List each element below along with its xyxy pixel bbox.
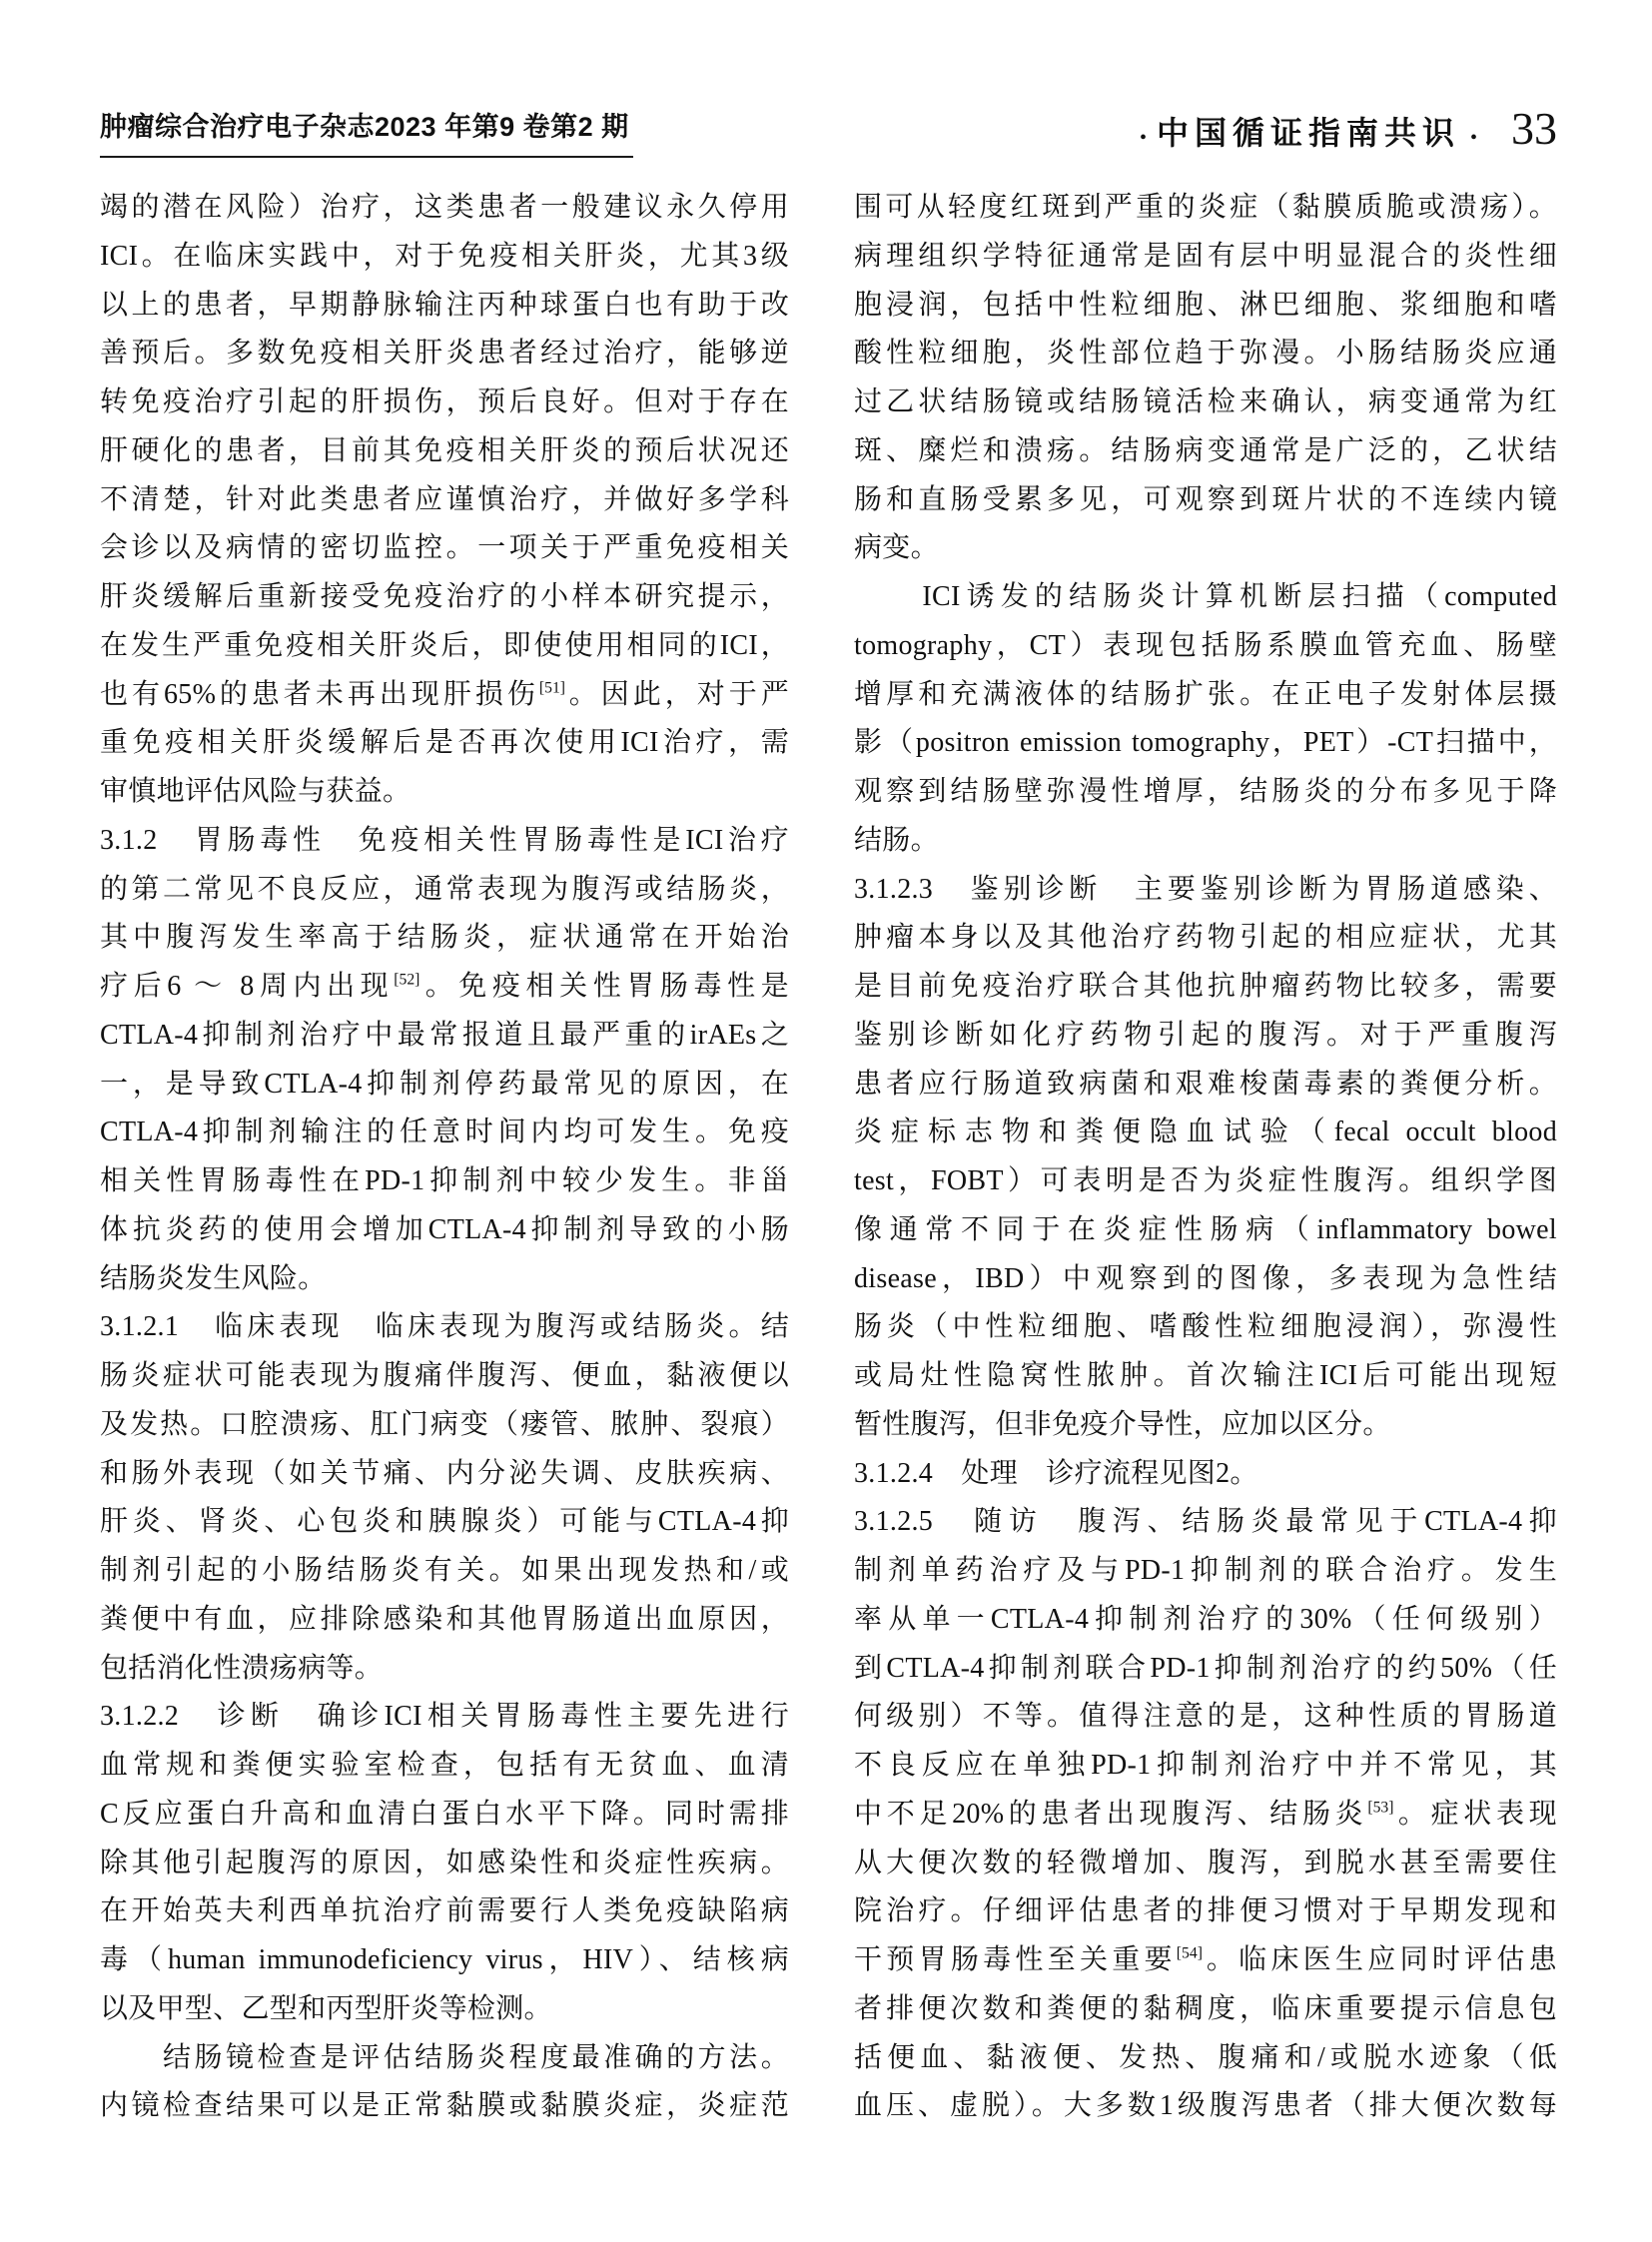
text-line: 相关性胃肠毒性在PD-1抑制剂中较少发生。非甾 <box>100 1165 789 1196</box>
text-line: 患者应行肠道致病菌和艰难梭菌毒素的粪便分析。 <box>854 1068 1557 1100</box>
text-line: CTLA-4抑制剂输注的任意时间内均可发生。免疫 <box>100 1117 789 1148</box>
text-line: 增厚和充满液体的结肠扩张。在正电子发射体层摄 <box>854 678 1557 710</box>
text-line: 3.1.2.4 处理 诊疗流程见图2。 <box>854 1457 1258 1489</box>
text-line: 影（positron emission tomography，PET）-CT扫描中， <box>854 727 1557 759</box>
text-line: 围可从轻度红斑到严重的炎症（黏膜质脆或溃疡）。 <box>854 192 1557 223</box>
text-line: tomography，CT）表现包括肠系膜血管充血、肠壁 <box>854 629 1557 661</box>
column-left <box>100 184 789 2131</box>
text-line: 3.1.2.1 临床表现 临床表现为腹泻或结肠炎。结 <box>100 1311 789 1343</box>
text-line: 胞浸润，包括中性粒细胞、淋巴细胞、浆细胞和嗜 <box>854 289 1557 321</box>
page-header <box>100 103 1557 158</box>
column-right <box>854 184 1557 2131</box>
text-line: 3.1.2 胃肠毒性 免疫相关性胃肠毒性是ICI治疗 <box>100 824 789 856</box>
text-line: 以上的患者，早期静脉输注丙种球蛋白也有助于改 <box>100 289 789 321</box>
reference-superscript: [51] <box>538 679 566 697</box>
text-line: 3.1.2.5 随访 腹泻、结肠炎最常见于CTLA-4抑 <box>854 1506 1557 1538</box>
text-line: 率从单一CTLA-4抑制剂治疗的30%（任何级别） <box>854 1603 1557 1635</box>
text-line: C反应蛋白升高和血清白蛋白水平下降。同时需排 <box>100 1798 789 1830</box>
text-line: 制剂引起的小肠结肠炎有关。如果出现发热和/或 <box>100 1555 789 1586</box>
text-line: 肠炎症状可能表现为腹痛伴腹泻、便血，黏液便以 <box>100 1360 789 1391</box>
text-line: 会诊以及病情的密切监控。一项关于严重免疫相关 <box>100 532 789 564</box>
text-line: 体抗炎药的使用会增加CTLA-4抑制剂导致的小肠 <box>100 1213 789 1245</box>
text-line: 观察到结肠壁弥漫性增厚，结肠炎的分布多见于降 <box>854 776 1557 807</box>
reference-superscript: [54] <box>1176 1944 1203 1962</box>
page-number: 33 <box>1511 103 1557 154</box>
text-line: 斑、糜烂和溃疡。结肠病变通常是广泛的，乙状结 <box>854 434 1557 466</box>
text-line: 炎症标志物和粪便隐血试验（fecal occult blood <box>854 1117 1557 1148</box>
text-line: 不清楚，针对此类患者应谨慎治疗，并做好多学科 <box>100 483 789 515</box>
text-line: 者排便次数和粪便的黏稠度，临床重要提示信息包 <box>854 1992 1557 2024</box>
text-line: 到CTLA-4抑制剂联合PD-1抑制剂治疗的约50%（任 <box>854 1652 1557 1684</box>
text-line: 3.1.2.3 鉴别诊断 主要鉴别诊断为胃肠道感染、 <box>854 873 1557 905</box>
text-line: 3.1.2.2 诊断 确诊ICI相关胃肠毒性主要先进行 <box>100 1701 789 1733</box>
text-line: test，FOBT）可表明是否为炎症性腹泻。组织学图 <box>854 1165 1557 1196</box>
text-line: 何级别）不等。值得注意的是，这种性质的胃肠道 <box>854 1701 1557 1733</box>
reference-superscript: [53] <box>1367 1799 1394 1817</box>
text-line: 从大便次数的轻微增加、腹泻，到脱水甚至需要住 <box>854 1847 1557 1878</box>
text-line: 括便血、黏液便、发热、腹痛和/或脱水迹象（低 <box>854 2041 1557 2073</box>
text-line: 以及甲型、乙型和丙型肝炎等检测。 <box>100 1992 552 2024</box>
text-line: 过乙状结肠镜或结肠镜活检来确认，病变通常为红 <box>854 386 1557 417</box>
bullet-icon: • <box>1139 127 1147 149</box>
text-line: 病变。 <box>854 532 939 564</box>
text-line: 疗后6 ～ 8周内出现[52]。免疫相关性胃肠毒性是 <box>100 971 789 1002</box>
text-line: 在开始英夫利西单抗治疗前需要行人类免疫缺陷病 <box>100 1895 789 1927</box>
text-line: 制剂单药治疗及与PD-1抑制剂的联合治疗。发生 <box>854 1555 1557 1586</box>
text-line: 中不足20%的患者出现腹泻、结肠炎[53]。症状表现 <box>854 1798 1557 1830</box>
text-line: CTLA-4抑制剂治疗中最常报道且最严重的irAEs之 <box>100 1019 789 1051</box>
text-line: 其中腹泻发生率高于结肠炎，症状通常在开始治 <box>100 922 789 954</box>
journal-title: 肿瘤综合治疗电子杂志2023 年第9 卷第2 期 <box>100 113 633 158</box>
text-line: 的第二常见不良反应，通常表现为腹泻或结肠炎， <box>100 873 789 905</box>
text-line: 肠和直肠受累多见，可观察到斑片状的不连续内镜 <box>854 483 1557 515</box>
text-line: 一，是导致CTLA-4抑制剂停药最常见的原因，在 <box>100 1068 789 1100</box>
text-line: disease，IBD）中观察到的图像，多表现为急性结 <box>854 1262 1557 1294</box>
text-line: 重免疫相关肝炎缓解后是否再次使用ICI治疗，需 <box>100 727 789 759</box>
text-line: 暂性腹泻，但非免疫介导性，应加以区分。 <box>854 1408 1391 1440</box>
text-line: 转免疫治疗引起的肝损伤，预后良好。但对于存在 <box>100 386 789 417</box>
text-line: ICI。在临床实践中，对于免疫相关肝炎，尤其3级 <box>100 240 789 272</box>
bullet-icon: • <box>1469 127 1477 149</box>
text-line: 结肠炎发生风险。 <box>100 1262 327 1294</box>
text-line: 和肠外表现（如关节痛、内分泌失调、皮肤疾病、 <box>100 1457 789 1489</box>
text-line: 不良反应在单独PD-1抑制剂治疗中并不常见，其 <box>854 1750 1557 1781</box>
text-line: 包括消化性溃疡病等。 <box>100 1652 384 1684</box>
section-title: 中国循证指南共识 <box>1156 115 1460 151</box>
text-line: 除其他引起腹泻的原因，如感染性和炎症性疾病。 <box>100 1847 789 1878</box>
text-line: 鉴别诊断如化疗药物引起的腹泻。对于严重腹泻 <box>854 1019 1557 1051</box>
text-line: 竭的潜在风险）治疗，这类患者一般建议永久停用 <box>100 192 789 223</box>
text-line: 病理组织学特征通常是固有层中明显混合的炎性细 <box>854 240 1557 272</box>
text-line: 审慎地评估风险与获益。 <box>100 776 412 807</box>
text-line: ICI诱发的结肠炎计算机断层扫描（computed <box>854 581 1557 612</box>
text-line: 是目前免疫治疗联合其他抗肿瘤药物比较多，需要 <box>854 971 1557 1002</box>
text-line: 善预后。多数免疫相关肝炎患者经过治疗，能够逆 <box>100 338 789 370</box>
text-line: 血常规和粪便实验室检查，包括有无贫血、血清 <box>100 1750 789 1781</box>
running-head <box>1139 103 1557 158</box>
text-line: 肝炎缓解后重新接受免疫治疗的小样本研究提示， <box>100 581 789 612</box>
text-line: 在发生严重免疫相关肝炎后，即使使用相同的ICI， <box>100 629 789 661</box>
reference-superscript: [52] <box>394 971 420 989</box>
text-line: 肝炎、肾炎、心包炎和胰腺炎）可能与CTLA-4抑 <box>100 1506 789 1538</box>
text-line: 粪便中有血，应排除感染和其他胃肠道出血原因， <box>100 1603 789 1635</box>
body-columns <box>100 184 1557 2131</box>
text-line: 血压、虚脱）。大多数1级腹泻患者（排大便次数每 <box>854 2090 1557 2122</box>
text-line: 肠炎（中性粒细胞、嗜酸性粒细胞浸润），弥漫性 <box>854 1311 1557 1343</box>
text-line: 内镜检查结果可以是正常黏膜或黏膜炎症，炎症范 <box>100 2090 789 2122</box>
text-line: 也有65%的患者未再出现肝损伤[51]。因此，对于严 <box>100 678 789 710</box>
text-line: 结肠镜检查是评估结肠炎程度最准确的方法。 <box>100 2041 789 2073</box>
text-line: 酸性粒细胞，炎性部位趋于弥漫。小肠结肠炎应通 <box>854 338 1557 370</box>
text-line: 毒（human immunodeficiency virus，HIV）、结核病 <box>100 1944 789 1975</box>
text-line: 肝硬化的患者，目前其免疫相关肝炎的预后状况还 <box>100 434 789 466</box>
text-line: 肿瘤本身以及其他治疗药物引起的相应症状，尤其 <box>854 922 1557 954</box>
text-line: 结肠。 <box>854 824 939 856</box>
text-line: 像通常不同于在炎症性肠病（inflammatory bowel <box>854 1213 1557 1245</box>
text-line: 及发热。口腔溃疡、肛门病变（瘘管、脓肿、裂痕） <box>100 1408 789 1440</box>
text-line: 干预胃肠毒性至关重要[54]。临床医生应同时评估患 <box>854 1944 1557 1975</box>
text-line: 或局灶性隐窝性脓肿。首次输注ICI后可能出现短 <box>854 1360 1557 1391</box>
text-line: 院治疗。仔细评估患者的排便习惯对于早期发现和 <box>854 1895 1557 1927</box>
